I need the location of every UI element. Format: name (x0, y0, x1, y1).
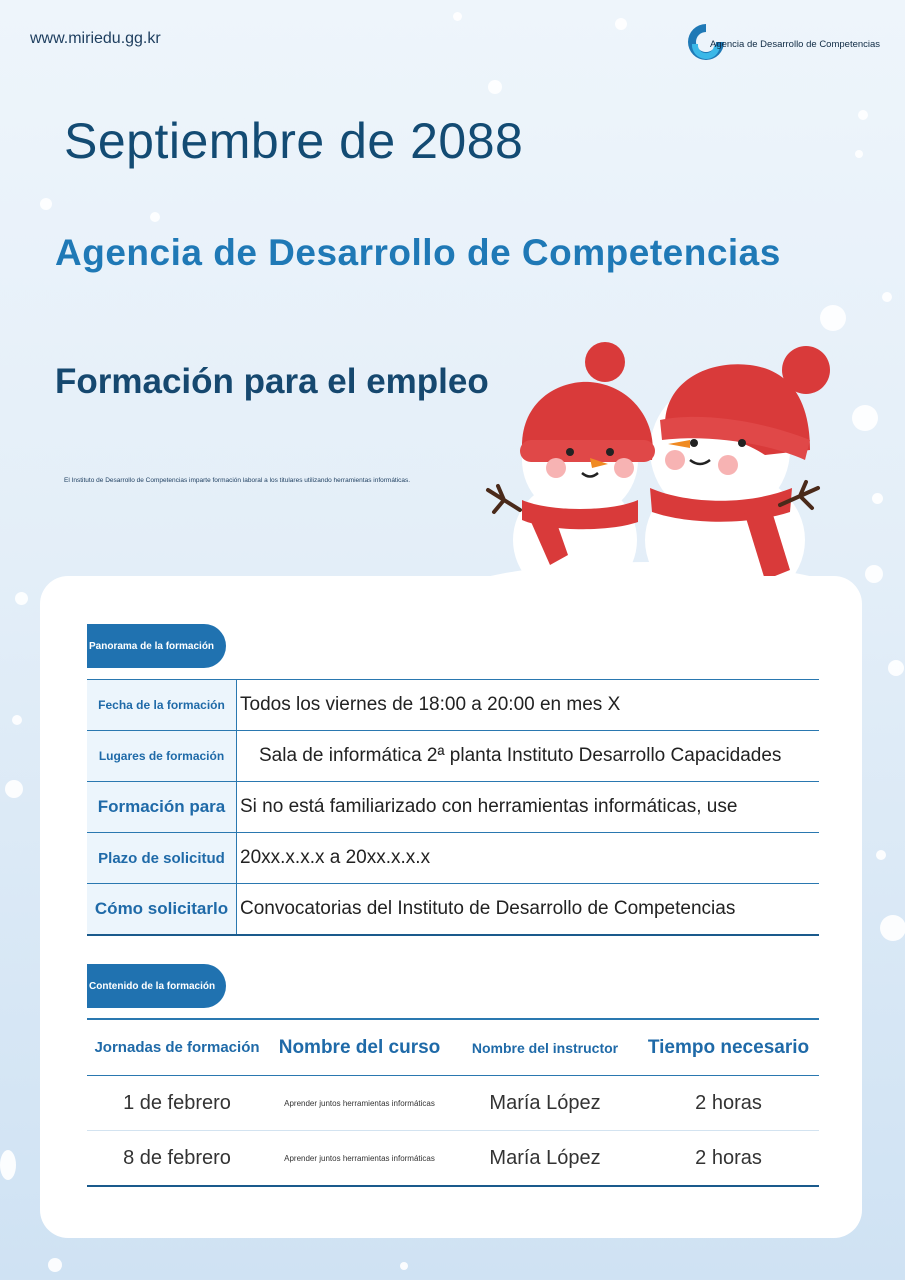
overview-table (87, 679, 819, 936)
course-time: 2 horas (695, 1146, 762, 1169)
overview-value: Todos los viernes de 18:00 a 20:00 en mes X (240, 694, 621, 715)
overview-row-location (87, 731, 819, 782)
overview-label: Plazo de solicitud (87, 833, 237, 884)
overview-row-audience (87, 782, 819, 833)
overview-value: Convocatorias del Instituto de Desarrollo de Competencias (240, 897, 736, 919)
overview-row-date (87, 680, 819, 731)
table-row (87, 1076, 819, 1131)
month-heading: Septiembre de 2088 (64, 113, 524, 169)
column-header-time: Tiempo necesario (638, 1019, 819, 1076)
overview-label: Cómo solicitarlo (87, 884, 237, 935)
course-day: 8 de febrero (123, 1146, 231, 1169)
course-header-row (87, 1019, 819, 1076)
column-header-day: Jornadas de formación (87, 1019, 267, 1076)
content-section-label: Contenido de la formación (87, 964, 226, 1008)
program-heading: Formación para el empleo (55, 362, 489, 401)
overview-section-label: Panorama de la formación (87, 624, 226, 668)
course-instructor: María López (489, 1146, 601, 1169)
agency-logo (686, 22, 886, 64)
logo-text: Agencia de Desarrollo de Competencias (710, 39, 881, 50)
site-url[interactable]: www.miriedu.gg.kr (30, 30, 161, 47)
overview-label: Lugares de formación (87, 731, 237, 782)
column-header-instructor: Nombre del instructor (452, 1019, 638, 1076)
course-time: 2 horas (638, 1076, 819, 1131)
column-header-course: Nombre del curso (267, 1019, 452, 1076)
overview-label: Formación para (87, 782, 237, 833)
overview-label: Fecha de la formación (87, 680, 237, 731)
course-name: Aprender juntos herramientas informáticas (267, 1076, 452, 1131)
overview-row-deadline (87, 833, 819, 884)
overview-value: 20xx.x.x.x a 20xx.x.x.x (240, 847, 431, 868)
agency-heading: Agencia de Desarrollo de Competencias (55, 232, 781, 273)
snowmen-illustration (480, 340, 840, 610)
overview-row-apply (87, 884, 819, 935)
course-name: Aprender juntos herramientas informáticas (284, 1153, 435, 1163)
overview-value: Sala de informática 2ª planta Instituto Desarrollo Capacidades (259, 745, 782, 766)
table-row (87, 1131, 819, 1187)
course-instructor: María López (452, 1076, 638, 1131)
course-table (87, 1018, 819, 1187)
intro-text: El Instituto de Desarrollo de Competencias imparte formación laboral a los titulares utilizando herramientas informáticas. (64, 477, 411, 484)
course-day: 1 de febrero (87, 1076, 267, 1131)
overview-value: Si no está familiarizado con herramientas informáticas, use (240, 796, 738, 817)
